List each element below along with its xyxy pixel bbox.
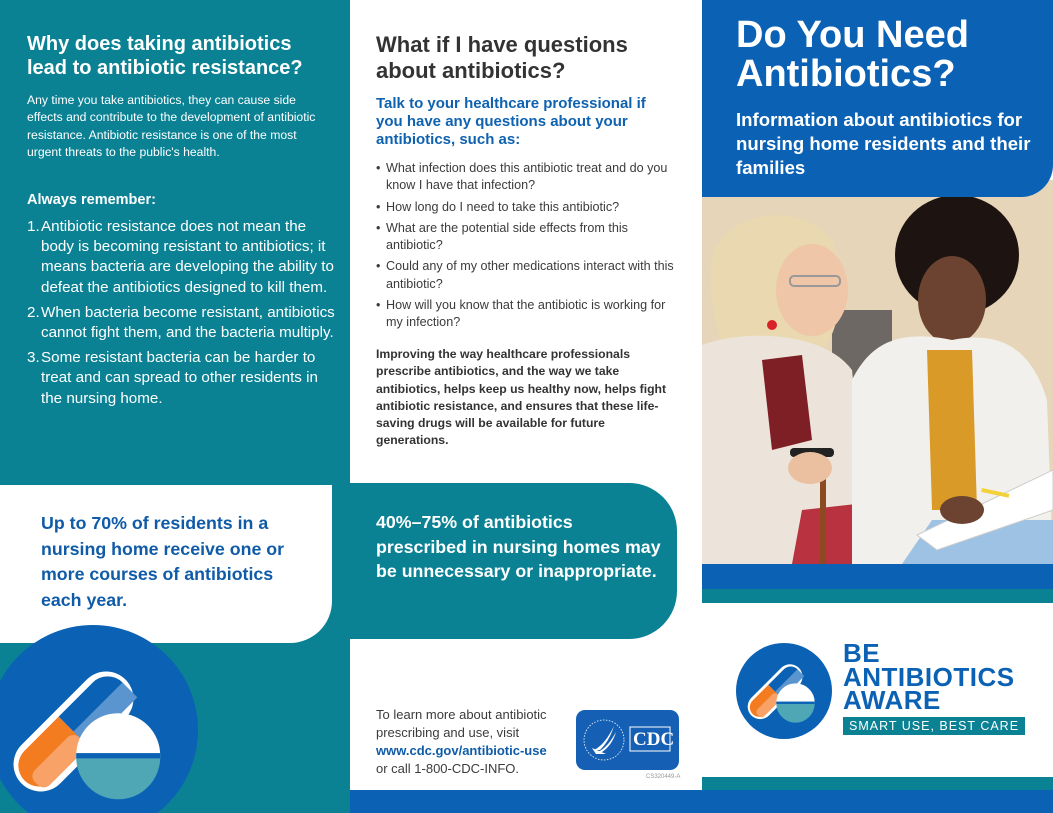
question-item — [376, 160, 676, 195]
item-number: 3. — [27, 349, 40, 367]
pill-capsule-icon — [0, 625, 198, 813]
bullet-icon: • — [376, 298, 381, 313]
hhs-cdc-logo — [576, 710, 679, 770]
cover-photo — [702, 180, 1053, 564]
logo-line-be: BE — [843, 638, 881, 668]
middle-panel — [350, 0, 702, 813]
logo-line-aware: AWARE — [843, 685, 941, 715]
question-item — [376, 220, 676, 255]
question-text: Could any of my other medications interact with this antibiotic? — [386, 259, 674, 291]
be-antibiotics-aware-logo-icon — [736, 643, 832, 739]
remember-item — [27, 217, 337, 298]
footer-stripe-blue — [702, 790, 1053, 813]
item-number: 1. — [27, 218, 40, 235]
questions-subheading: Talk to your healthcare professional if you have any questions about your antibiotics, such as: — [376, 95, 646, 148]
item-text: Some resistant bacteria can be harder to treat and can spread to other residents in the nursing home. — [41, 349, 318, 407]
stat-callout-unnecessary — [350, 483, 677, 639]
question-text: How will you know that the antibiotic is working for my infection? — [386, 298, 666, 330]
item-text: When bacteria become resistant, antibiotics cannot fight them, and the bacteria multiply. — [41, 303, 335, 342]
cover-stripe-teal — [702, 589, 1053, 603]
cdc-antibiotic-use-link[interactable]: www.cdc.gov/antibiotic-use — [376, 743, 547, 758]
cover-header — [702, 0, 1053, 197]
question-item — [376, 199, 676, 216]
question-item — [376, 258, 676, 293]
cover-subtitle: Information about antibiotics for nursing home residents and their families — [736, 109, 1031, 178]
call-info-text: or call 1-800-CDC-INFO. — [376, 761, 520, 776]
be-antibiotics-aware-wordmark — [843, 638, 1025, 735]
footer-stripe-teal — [702, 777, 1053, 791]
item-number: 2. — [27, 303, 40, 321]
remember-item — [27, 303, 337, 343]
bullet-icon: • — [376, 259, 381, 274]
improving-paragraph: Improving the way healthcare professionals prescribe antibiotics, and the way we take antibiotics, helps keep us healthy now, helps fight antibiotic resistance, and ensures that these life-saving drugs will be available for future generations. — [376, 347, 667, 448]
stat-text: 40%–75% of antibiotics prescribed in nursing homes may be unnecessary or inappropriate. — [376, 512, 661, 581]
questions-list — [376, 160, 676, 336]
document-code: CS320449-A — [646, 774, 681, 780]
cover-panel — [702, 0, 1053, 813]
question-text: How long do I need to take this antibiotic? — [386, 199, 620, 214]
always-remember-label: Always remember: — [27, 192, 156, 208]
resistance-heading: Why does taking antibiotics lead to antibiotic resistance? — [27, 33, 303, 79]
item-text: Antibiotic resistance does not mean the body is becoming resistant to antibiotics; it means bacteria are developing the ability to defeat the antibiotics designed to kill them. — [41, 218, 334, 296]
left-panel — [0, 0, 350, 813]
bullet-icon: • — [376, 220, 381, 235]
questions-heading: What if I have questions about antibiotics? — [376, 32, 628, 83]
bullet-icon: • — [376, 199, 381, 214]
cover-stripe-blue — [702, 564, 1053, 589]
bottom-bar — [350, 790, 702, 813]
bullet-icon: • — [376, 161, 381, 175]
learn-more-text: To learn more about antibiotic prescribing and use, visit — [376, 707, 547, 740]
photo-illustration — [702, 180, 1053, 564]
question-text: What infection does this antibiotic treat and do you know I have that infection? — [386, 161, 668, 193]
logo-tagline: SMART USE, BEST CARE — [843, 717, 1025, 735]
question-text: What are the potential side effects from this antibiotic? — [386, 220, 628, 253]
resistance-intro: Any time you take antibiotics, they can cause side effects and contribute to the development of antibiotic resistance. Antibiotic resistance is one of the most urgent threats to the public's health. — [27, 93, 316, 160]
remember-item — [27, 348, 337, 409]
cover-title: Do You Need Antibiotics? — [736, 14, 969, 95]
remember-list — [27, 217, 337, 414]
stat-text: Up to 70% of residents in a nursing home receive one or more courses of antibiotics each year. — [41, 513, 285, 610]
cdc-wordmark: CDC — [633, 729, 675, 750]
logo-line-antibiotics: ANTIBIOTICS — [843, 661, 1015, 692]
learn-more-block — [376, 706, 576, 778]
stat-callout-residents — [0, 485, 332, 643]
question-item — [376, 297, 676, 332]
